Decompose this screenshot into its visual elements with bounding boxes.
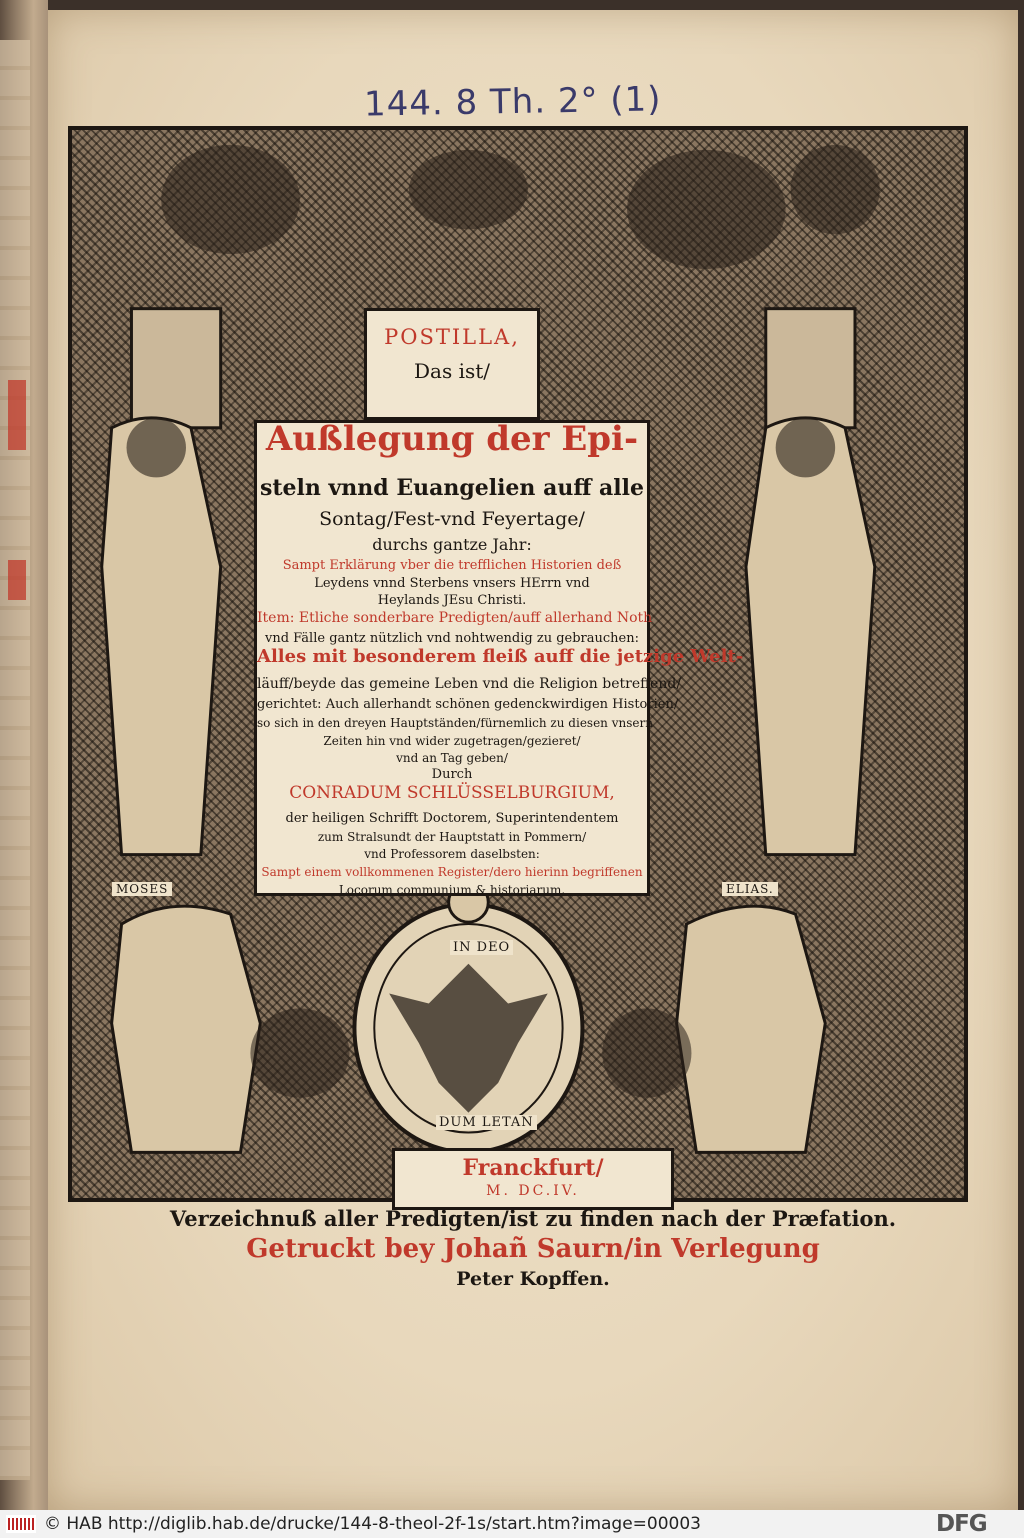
main-title-panel [254,419,744,897]
title-line: steln vnnd Euangelien auff alle [259,475,645,501]
title-line: gerichtet: Auch allerhandt schönen gedenckwirdigen Historien/ [257,697,679,712]
footer-index-note: Verzeichnuß aller Predigten/ist zu finden nach der Præfation. [169,1206,897,1231]
title-line: Heylands JEsu Christi. [377,593,527,608]
title-line: der heiligen Schrifft Doctorem, Superintendentem [285,811,619,826]
source-link[interactable]: © HAB http://diglib.hab.de/drucke/144-8-theol-2f-1s/start.htm?image=00003 [44,1514,701,1534]
shelfmark-annotation: 144. 8 Th. 2° (1) [363,79,662,125]
book-gutter [0,0,48,1510]
postilla-panel [364,308,540,420]
title-line: zum Stralsundt der Hauptstatt in Pommern/ [317,830,587,844]
footer-publisher: Peter Kopffen. [456,1268,610,1290]
dfg-logo: DFG [936,1511,987,1537]
title-line: so sich in den dreyen Hauptständen/fürnemlich zu diesen vnsern [257,716,653,730]
medallion-motto-bottom: DUM LETAN [436,1115,537,1130]
imprint-place: Franckfurt/ [462,1155,604,1181]
footer-printer: Getruckt bey Johañ Saurn/in Verlegung [246,1234,820,1264]
woodcut-border [68,126,968,1202]
imprint-panel [392,1148,674,1210]
title-line: CONRADUM SCHLÜSSELBURGIUM, [289,783,615,803]
hab-logo-icon [6,1515,36,1533]
adjacent-page-edge [0,40,30,1480]
medallion-motto-top: IN DEO [450,940,513,955]
title-line: vnd Fälle gantz nützlich vnd nohtwendig zu gebrauchen: [265,631,639,646]
imprint-year: M. DC.IV. [486,1183,580,1199]
postilla-subheading: Das ist/ [413,359,490,383]
title-line: Sampt einem vollkommenen Register/dero hierinn begriffenen [261,865,643,879]
title-line: Außlegung der Epi- [265,419,639,459]
red-edge-mark [8,380,26,450]
title-page [48,10,1018,1510]
title-line: Durch [431,767,473,782]
title-line: Sontag/Fest-vnd Feyertage/ [319,508,585,530]
red-edge-mark [8,560,26,600]
title-line: durchs gantze Jahr: [372,535,532,554]
postilla-heading: POSTILLA, [384,325,520,349]
title-line: Locorum communium & historiarum. [338,883,566,897]
top-scene-figures [161,145,880,269]
caption-moses: MOSES [112,882,172,896]
title-line: Zeiten hin vnd wider zugetragen/gezieret/ [323,734,581,748]
title-line: Sampt Erklärung vber die trefflichen Historien deß [282,558,622,573]
title-line: Alles mit besonderem fleiß auff die jetzige Welt- [257,646,744,667]
title-line: vnd Professorem daselbsten: [364,847,540,861]
title-line: läuff/beyde das gemeine Leben vnd die Religion betreffend/ [257,676,682,692]
title-line: vnd an Tag geben/ [396,751,508,765]
title-line: Item: Etliche sonderbare Predigten/auff allerhand Noth [257,610,653,626]
caption-elias: ELIAS. [722,882,778,896]
title-line: Leydens vnnd Sterbens vnsers HErrn vnd [314,576,590,591]
viewer-footer-bar [0,1510,1024,1538]
